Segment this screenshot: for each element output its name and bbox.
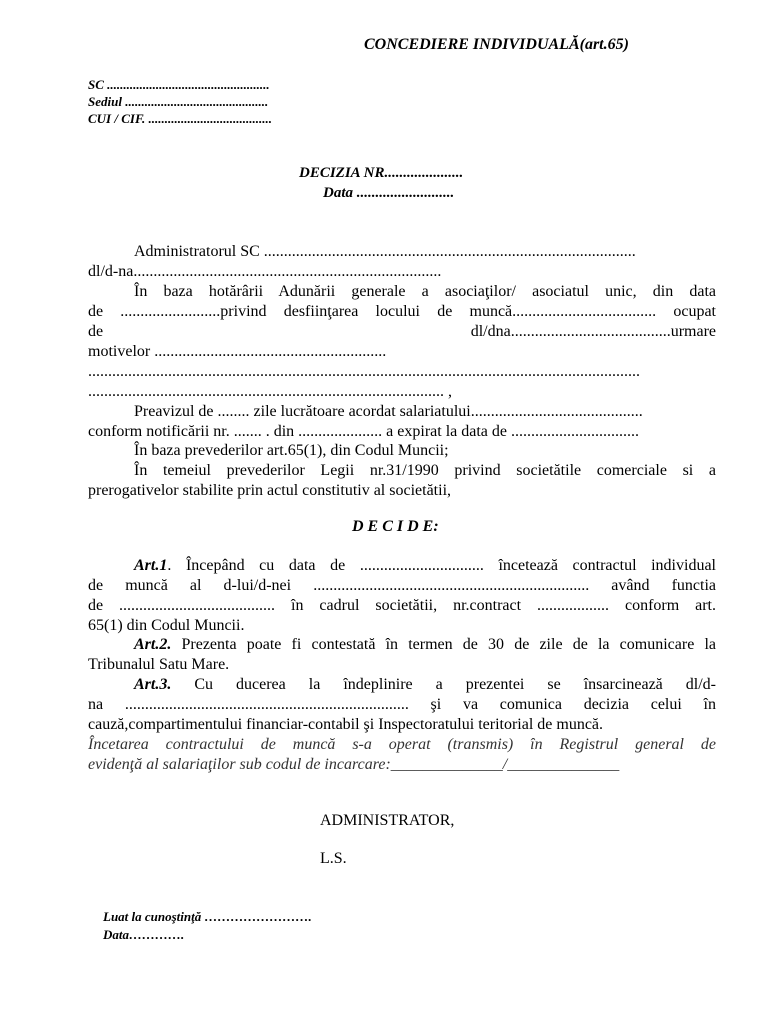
preamble-line-5-dl: dl/dna........................................urmare [470, 323, 716, 340]
preamble-line-1: Administratorul SC ............................................................................................. [134, 243, 636, 260]
article-1-line-1-text: . Începând cu data de ............................... încetează contractul individual [167, 557, 716, 574]
decision-date: Data .......................... [323, 185, 455, 201]
article-2-line-1 [134, 635, 716, 655]
preamble-line-4-text: de .........................privind desfiinţarea locului de muncă.................................... ocupat [88, 303, 716, 320]
article-1-line-4: 65(1) din Codul Muncii. [88, 617, 245, 634]
preamble-line-7: .......................................................................................................................................... [88, 363, 640, 380]
article-3-line-3: cauză,compartimentului financiar-contabil şi Inspectoratului teritorial de muncă. [88, 716, 604, 733]
article-1-line-3 [88, 596, 716, 616]
article-1-label: Art.1 [134, 557, 168, 574]
preamble-line-11: În baza prevederilor art.65(1), din Codul Muncii; [134, 442, 449, 459]
company-sediul: Sediul ............................................ [88, 94, 269, 109]
article-3-line-2 [88, 695, 716, 715]
article-3-line-1-wrap [134, 675, 716, 695]
preamble-line-9: Preavizul de ........ zile lucrătoare acordat salariatului........................................... [134, 403, 643, 420]
ls-label: L.S. [320, 850, 347, 867]
preamble-line-3-text: În baza hotărârii Adunării generale a asociaţilor/ asociatul unic, din data [134, 283, 716, 300]
preamble-line-5-de: de [88, 323, 104, 340]
article-2-line-2: Tribunalul Satu Mare. [88, 656, 230, 673]
registry-note-line-1-text: Încetarea contractului de muncă s-a operat (transmis) în Registrul general de [88, 736, 716, 753]
article-1-line-2 [88, 576, 716, 596]
article-3-line-2-text: na ....................................................................... şi va comunica decizia celui în [88, 696, 716, 713]
preamble-line-4 [88, 302, 716, 322]
preamble-line-13: prerogativelor stabilite prin actul constitutiv al societătii, [88, 482, 452, 499]
registry-note-line-2: evidenţă al salariaţilor sub codul de incarcare:______________/______________ [88, 756, 620, 773]
registry-note-line-1 [88, 735, 716, 755]
decide-heading: D E C I D E: [352, 518, 439, 535]
decision-number: DECIZIA NR..................... [299, 165, 464, 181]
company-cui: CUI / CIF. ...................................... [88, 111, 272, 126]
article-1-line-1 [134, 556, 716, 576]
article-1-line-1-wrap [134, 556, 716, 576]
acknowledged-line: Luat la cunoştinţă ……………………. [103, 909, 312, 924]
article-3-label: Art.3. [134, 676, 172, 693]
article-1-line-3-text: de ....................................... în cadrul societătii, nr.contract .................. conform art. [88, 597, 716, 614]
preamble-line-3 [134, 282, 716, 302]
article-2-line-1-text: Prezenta poate fi contestată în termen de 30 de zile de la comunicare la [171, 636, 716, 653]
article-2-label: Art.2. [134, 636, 172, 653]
preamble-line-10: conform notificării nr. ....... . din ..................... a expirat la data de ................................ [88, 423, 639, 440]
preamble-line-8: ......................................................................................... , [88, 383, 452, 400]
article-3-line-1-text: Cu ducerea la îndeplinire a prezentei se însarcinează dl/d- [171, 676, 716, 693]
preamble-line-12 [134, 461, 716, 481]
preamble-line-12-text: În temeiul prevederilor Legii nr.31/1990 privind societătile comerciale si a [134, 462, 716, 479]
article-3-line-1 [134, 675, 716, 695]
article-1-line-2-text: de muncă al d-lui/d-nei ..................................................................... având functia [88, 577, 716, 594]
preamble-line-2: dl/d-na............................................................................. [88, 263, 442, 280]
document-title: CONCEDIERE INDIVIDUALĂ(art.65) [364, 36, 629, 53]
company-sc: SC .................................................. [88, 77, 270, 92]
article-2-line-1-wrap [134, 635, 716, 655]
preamble-line-5 [88, 322, 716, 342]
preamble-line-6: motivelor .......................................................... [88, 343, 387, 360]
acknowledged-date-line: Data…………. [103, 927, 185, 942]
administrator-signature-label: ADMINISTRATOR, [320, 812, 455, 829]
